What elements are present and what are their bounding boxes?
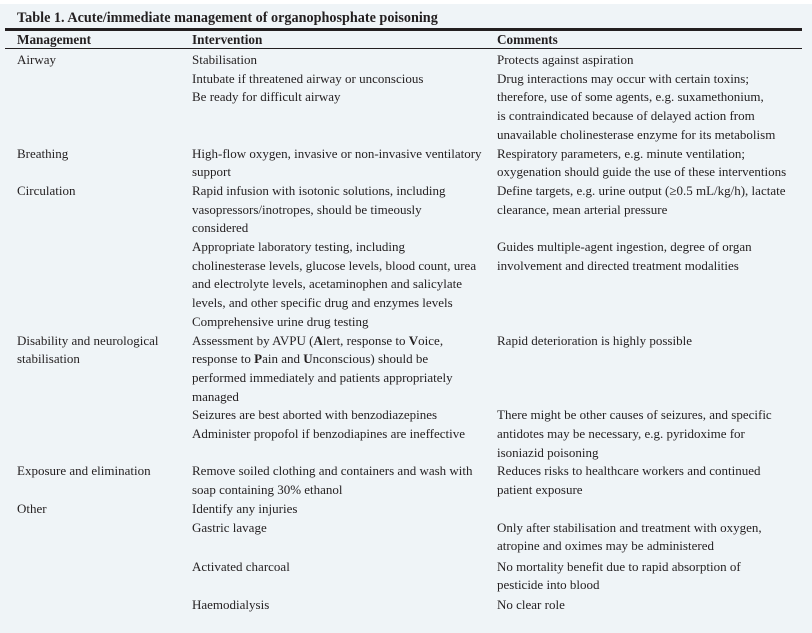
comments-text-line: isoniazid poisoning <box>497 444 599 460</box>
comments-text-line: pesticide into blood <box>497 577 600 593</box>
comments-cell <box>497 558 741 595</box>
intervention-cell <box>192 500 297 519</box>
intervention-cell <box>192 70 423 107</box>
table-title: Table 1. Acute/immediate management of organophosphate poisoning <box>17 10 438 26</box>
intervention-text-line: considered <box>192 220 249 236</box>
intervention-text-line: response to Pain and Unconscious) should be <box>192 351 429 367</box>
comments-text-line: clearance, mean arterial pressure <box>497 201 668 217</box>
intervention-text-line: managed <box>192 388 239 404</box>
intervention-text-line: cholinesterase levels, glucose levels, blood count, urea <box>192 257 477 273</box>
intervention-text-line: soap containing 30% ethanol <box>192 482 343 498</box>
comments-text-line: is contraindicated because of delayed action from <box>497 108 755 124</box>
comments-cell <box>497 519 762 556</box>
comments-text-line: antidotes may be necessary, e.g. pyridoxime for <box>497 426 745 441</box>
header-rule <box>5 48 802 49</box>
column-header-comments: Comments <box>497 32 558 47</box>
comments-cell <box>497 462 761 499</box>
intervention-text-line: Activated charcoal <box>192 558 290 574</box>
intervention-text-line: Comprehensive urine drug testing <box>192 313 369 329</box>
comments-text-line: unavailable cholinesterase enzyme for its metabolism <box>497 126 776 142</box>
intervention-text-line: levels, and other specific drug and enzymes levels <box>192 295 453 311</box>
comments-text-line: Define targets, e.g. urine output (≥0.5 mL/kg/h), lactate <box>497 182 786 198</box>
intervention-text-line: Assessment by AVPU (Alert, response to Voice, <box>192 332 444 348</box>
management-cell <box>17 182 76 201</box>
intervention-text-line: Stabilisation <box>192 52 257 67</box>
intervention-cell <box>192 51 257 70</box>
comments-text-line: oxygenation should guide the use of these interventions <box>497 164 787 180</box>
top-margin-strip <box>0 0 812 4</box>
table-header-row <box>0 32 812 48</box>
management-text-line: Airway <box>17 52 56 67</box>
management-text-line: Circulation <box>17 182 76 198</box>
management-cell <box>17 332 159 369</box>
comments-text-line: No clear role <box>497 596 565 612</box>
comments-text-line: therefore, use of some agents, e.g. suxamethonium, <box>497 89 764 105</box>
intervention-cell <box>192 182 446 238</box>
intervention-text-line: Gastric lavage <box>192 519 267 535</box>
comments-text-line: Drug interactions may occur with certain toxins; <box>497 70 749 86</box>
comments-cell <box>497 51 633 70</box>
comments-text-line: Respiratory parameters, e.g. minute ventilation; <box>497 145 746 161</box>
management-text-line: stabilisation <box>17 351 80 367</box>
intervention-text-line: Appropriate laboratory testing, including <box>192 239 406 254</box>
comments-text-line: There might be other causes of seizures, and specific <box>497 407 772 423</box>
comments-text-line: atropine and oximes may be administered <box>497 538 714 554</box>
comments-cell <box>497 145 786 182</box>
management-cell <box>17 51 56 70</box>
comments-text-line: No mortality benefit due to rapid absorption of <box>497 558 741 574</box>
comments-cell <box>497 332 692 351</box>
intervention-text-line: performed immediately and patients appropriately <box>192 369 453 385</box>
comments-cell <box>497 406 772 462</box>
intervention-text-line: support <box>192 164 231 180</box>
intervention-text-line: vasopressors/inotropes, should be timeously <box>192 201 422 217</box>
intervention-cell <box>192 558 290 577</box>
intervention-cell <box>192 238 476 332</box>
intervention-text-line: High-flow oxygen, invasive or non-invasive ventilatory <box>192 145 482 161</box>
comments-text-line: patient exposure <box>497 482 583 498</box>
comments-text-line: Reduces risks to healthcare workers and continued <box>497 463 761 479</box>
management-text-line: Disability and neurological <box>17 332 159 348</box>
comments-text-line: Protects against aspiration <box>497 52 634 67</box>
comments-cell <box>497 596 565 615</box>
intervention-text-line: Be ready for difficult airway <box>192 89 341 105</box>
intervention-text-line: Remove soiled clothing and containers and wash with <box>192 463 473 479</box>
comments-text-line: Only after stabilisation and treatment with oxygen, <box>497 519 762 535</box>
management-text-line: Exposure and elimination <box>17 463 151 479</box>
intervention-text-line: Seizures are best aborted with benzodiazepines <box>192 407 438 423</box>
comments-text-line: involvement and directed treatment modalities <box>497 257 739 273</box>
management-cell <box>17 145 68 164</box>
intervention-cell <box>192 519 267 538</box>
intervention-text-line: and electrolyte levels, acetaminophen and salicylate <box>192 276 462 292</box>
management-cell <box>17 462 151 481</box>
comments-text-line: Guides multiple-agent ingestion, degree of organ <box>497 239 752 254</box>
management-cell <box>17 500 47 519</box>
intervention-text-line: Administer propofol if benzodiapines are ineffective <box>192 426 466 441</box>
intervention-text-line: Identify any injuries <box>192 500 298 516</box>
management-text-line: Other <box>17 500 47 516</box>
intervention-text-line: Intubate if threatened airway or unconscious <box>192 70 424 86</box>
column-header-management: Management <box>17 32 91 47</box>
intervention-cell <box>192 462 473 499</box>
title-rule <box>5 28 802 31</box>
intervention-cell <box>192 406 465 443</box>
intervention-text-line: Rapid infusion with isotonic solutions, including <box>192 182 446 198</box>
management-text-line: Breathing <box>17 145 69 161</box>
comments-cell <box>497 70 775 145</box>
intervention-text-line: Haemodialysis <box>192 596 270 612</box>
intervention-cell <box>192 596 269 615</box>
comments-cell <box>497 182 785 219</box>
column-header-intervention: Intervention <box>192 32 263 47</box>
comments-cell <box>497 238 752 275</box>
intervention-cell <box>192 332 453 407</box>
comments-text-line: Rapid deterioration is highly possible <box>497 332 692 348</box>
intervention-cell <box>192 145 482 182</box>
